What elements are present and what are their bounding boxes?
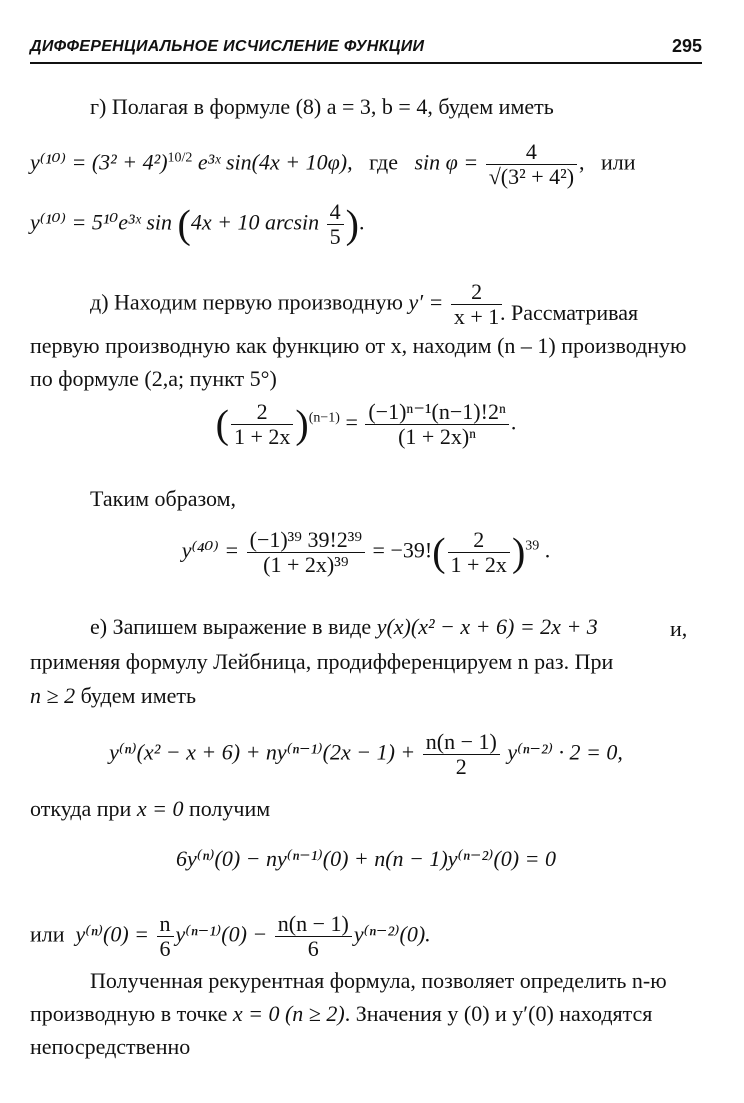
paragraph-d-text1: д) Находим первую производную [90,289,403,315]
formula-y10-lhs: y⁽¹⁰⁾ = (3² + 4²) [30,149,168,175]
fraction-arcsin [327,200,344,249]
formula-arcsin-inner: 4x + 10 arcsin [190,209,320,235]
fraction-recurrence-den: 6 [307,936,319,962]
fraction-sin-phi [486,140,577,189]
formula-recurrence-lhs: y⁽ⁿ⁾(0) = [75,921,150,947]
chapter-title: ДИФФЕРЕНЦИАЛЬНОЕ ИСЧИСЛЕНИЕ ФУНКЦИИ [30,38,425,55]
formula-y40-lhs: y⁽⁴⁰⁾ = [181,537,240,563]
formula-recurrence-end: y⁽ⁿ⁻²⁾(0). [353,921,431,947]
formula-recurrence-zero-text: 6y⁽ⁿ⁾(0) − ny⁽ⁿ⁻¹⁾(0) + n(n − 1)y⁽ⁿ⁻²⁾(0) = 0 [176,846,556,871]
formula-n-minus-1-derivative: ( $\frac{2}{1 + 2x}$ )$^{(n-1)}$ = $\frac{\text{(−1)ⁿ⁻¹(n−1)!2ⁿ}}{\text{(1 + 2x)ⁿ}}$ . [215,399,517,450]
fraction-n-minus-1-result [365,400,509,449]
formula-first-derivative: y′ = [408,289,444,315]
fraction-arcsin-num: 4 [327,200,344,225]
formula-x-zero: x = 0 [136,796,184,821]
formula-sin-phi: sin φ = [414,149,479,175]
paragraph-e-line3 [30,683,702,709]
formula-y40: y⁽⁴⁰⁾ = $\frac{\text{(−1)³⁹ 39!2³⁹}}{\text{(1 + 2x)³⁹}}$ = −39!( $\frac{2}{1 + 2x}$ )$^{39}$ . [181,527,551,578]
formula-y10-line: $y^{(10)} = (3^2 + 4^2)^{10/2}$ e³ˣ sin(4x + 10φ), где sin φ = $\frac{4}{\text{√(3² + 4²)}}$ , или [30,139,636,190]
paragraph-we-get: получим [188,796,271,821]
fraction-first-derivative-den: x + 1 [453,304,500,330]
formula-recurrence [30,912,702,961]
fraction-sin-phi-den: √(3² + 4²) [488,164,575,190]
paragraph-thus: Таким образом, [90,486,237,511]
paragraph-e-text1: е) Запишем выражение в виде [90,614,372,639]
running-header [30,38,702,64]
fraction-inner-num: 2 [231,400,293,425]
word-or: или [601,149,636,175]
formula-final-condition: x = 0 (n ≥ 2) [232,1001,345,1026]
paragraph-d-text2: . Рассматривая первую производную как функцию от x, находим (n – 1) производную по формуле (2,а; пункт 5°) [30,300,687,391]
formula-y40-exp: 39 [525,538,540,554]
fraction-n-over-6-num: n [157,912,174,937]
paragraph-final-text1: Полученная рекурентная формула, позволяет определить n-ю производную в точке [30,968,667,1026]
formula-e-condition: n ≥ 2 [30,683,76,708]
fraction-y40-num: (−1)³⁹ 39!2³⁹ [247,528,365,553]
fraction-leibniz-num: n(n − 1) [423,730,500,755]
fraction-y40-inner-den: 1 + 2x [450,552,507,578]
formula-n-minus-1-exp: (n−1) [308,410,340,426]
formula-y10-rhs: e³ˣ sin(4x + 10φ), [197,149,353,175]
formula-recurrence-zero [30,846,702,872]
formula-recurrence-mid: y⁽ⁿ⁻¹⁾(0) − [175,921,268,947]
formula-y10-arcsin-line: y⁽¹⁰⁾ = 5¹⁰e³ˣ sin (4x + 10 arcsin $\frac{4}{5}$ ). [30,199,365,250]
fraction-recurrence [275,912,352,961]
formula-y10-arcsin-lhs: y⁽¹⁰⁾ = 5¹⁰e³ˣ sin [30,209,172,235]
fraction-leibniz-den: 2 [455,754,467,780]
paragraph-final-text2: . Значения y (0) и y′(0) находятся непосредственно [30,1001,653,1059]
fraction-recurrence-num: n(n − 1) [275,912,352,937]
fraction-y40-den: (1 + 2x)³⁹ [263,552,349,578]
fraction-inner [231,400,293,449]
fraction-leibniz [423,730,500,779]
fraction-n-over-6-den: 6 [159,936,171,962]
formula-y40-mid: = −39! [372,537,433,563]
fraction-n-minus-1-num: (−1)ⁿ⁻¹(n−1)!2ⁿ [365,400,509,425]
fraction-sin-phi-num: 4 [486,140,577,165]
formula-y10-exponent: 10/2 [167,150,193,166]
word-where: где [369,149,398,175]
fraction-y40-inner [448,528,510,577]
paragraph-final [30,964,702,1063]
fraction-y40 [247,528,365,577]
formula-leibniz [30,730,702,779]
paragraph-from-where [30,796,702,822]
fraction-first-derivative-num: 2 [451,280,502,305]
paragraph-from-where-text: откуда при [30,796,132,821]
paragraph-g-intro: г) Полагая в формуле (8) a = 3, b = 4, будем иметь [90,94,554,119]
formula-leibniz-left: y⁽ⁿ⁾(x² − x + 6) + ny⁽ⁿ⁻¹⁾(2x − 1) + [109,739,416,765]
word-or-2: или [30,921,65,947]
header-rule [30,62,702,64]
fraction-y40-inner-num: 2 [448,528,510,553]
fraction-n-over-6 [157,912,174,961]
paragraph-e-text3: будем иметь [80,683,197,708]
formula-leibniz-right: y⁽ⁿ⁻²⁾ · 2 = 0, [507,739,623,765]
page-number: 295 [671,36,702,56]
formula-e-expression: y(x)(x² − x + 6) = 2x + 3 [376,614,598,639]
fraction-arcsin-den: 5 [329,224,341,250]
fraction-inner-den: 1 + 2x [233,424,291,450]
fraction-n-minus-1-den: (1 + 2x)ⁿ [398,424,477,450]
paragraph-e-text2: и, применяя формулу Лейбница, продифференцируем n раз. При [30,616,688,674]
